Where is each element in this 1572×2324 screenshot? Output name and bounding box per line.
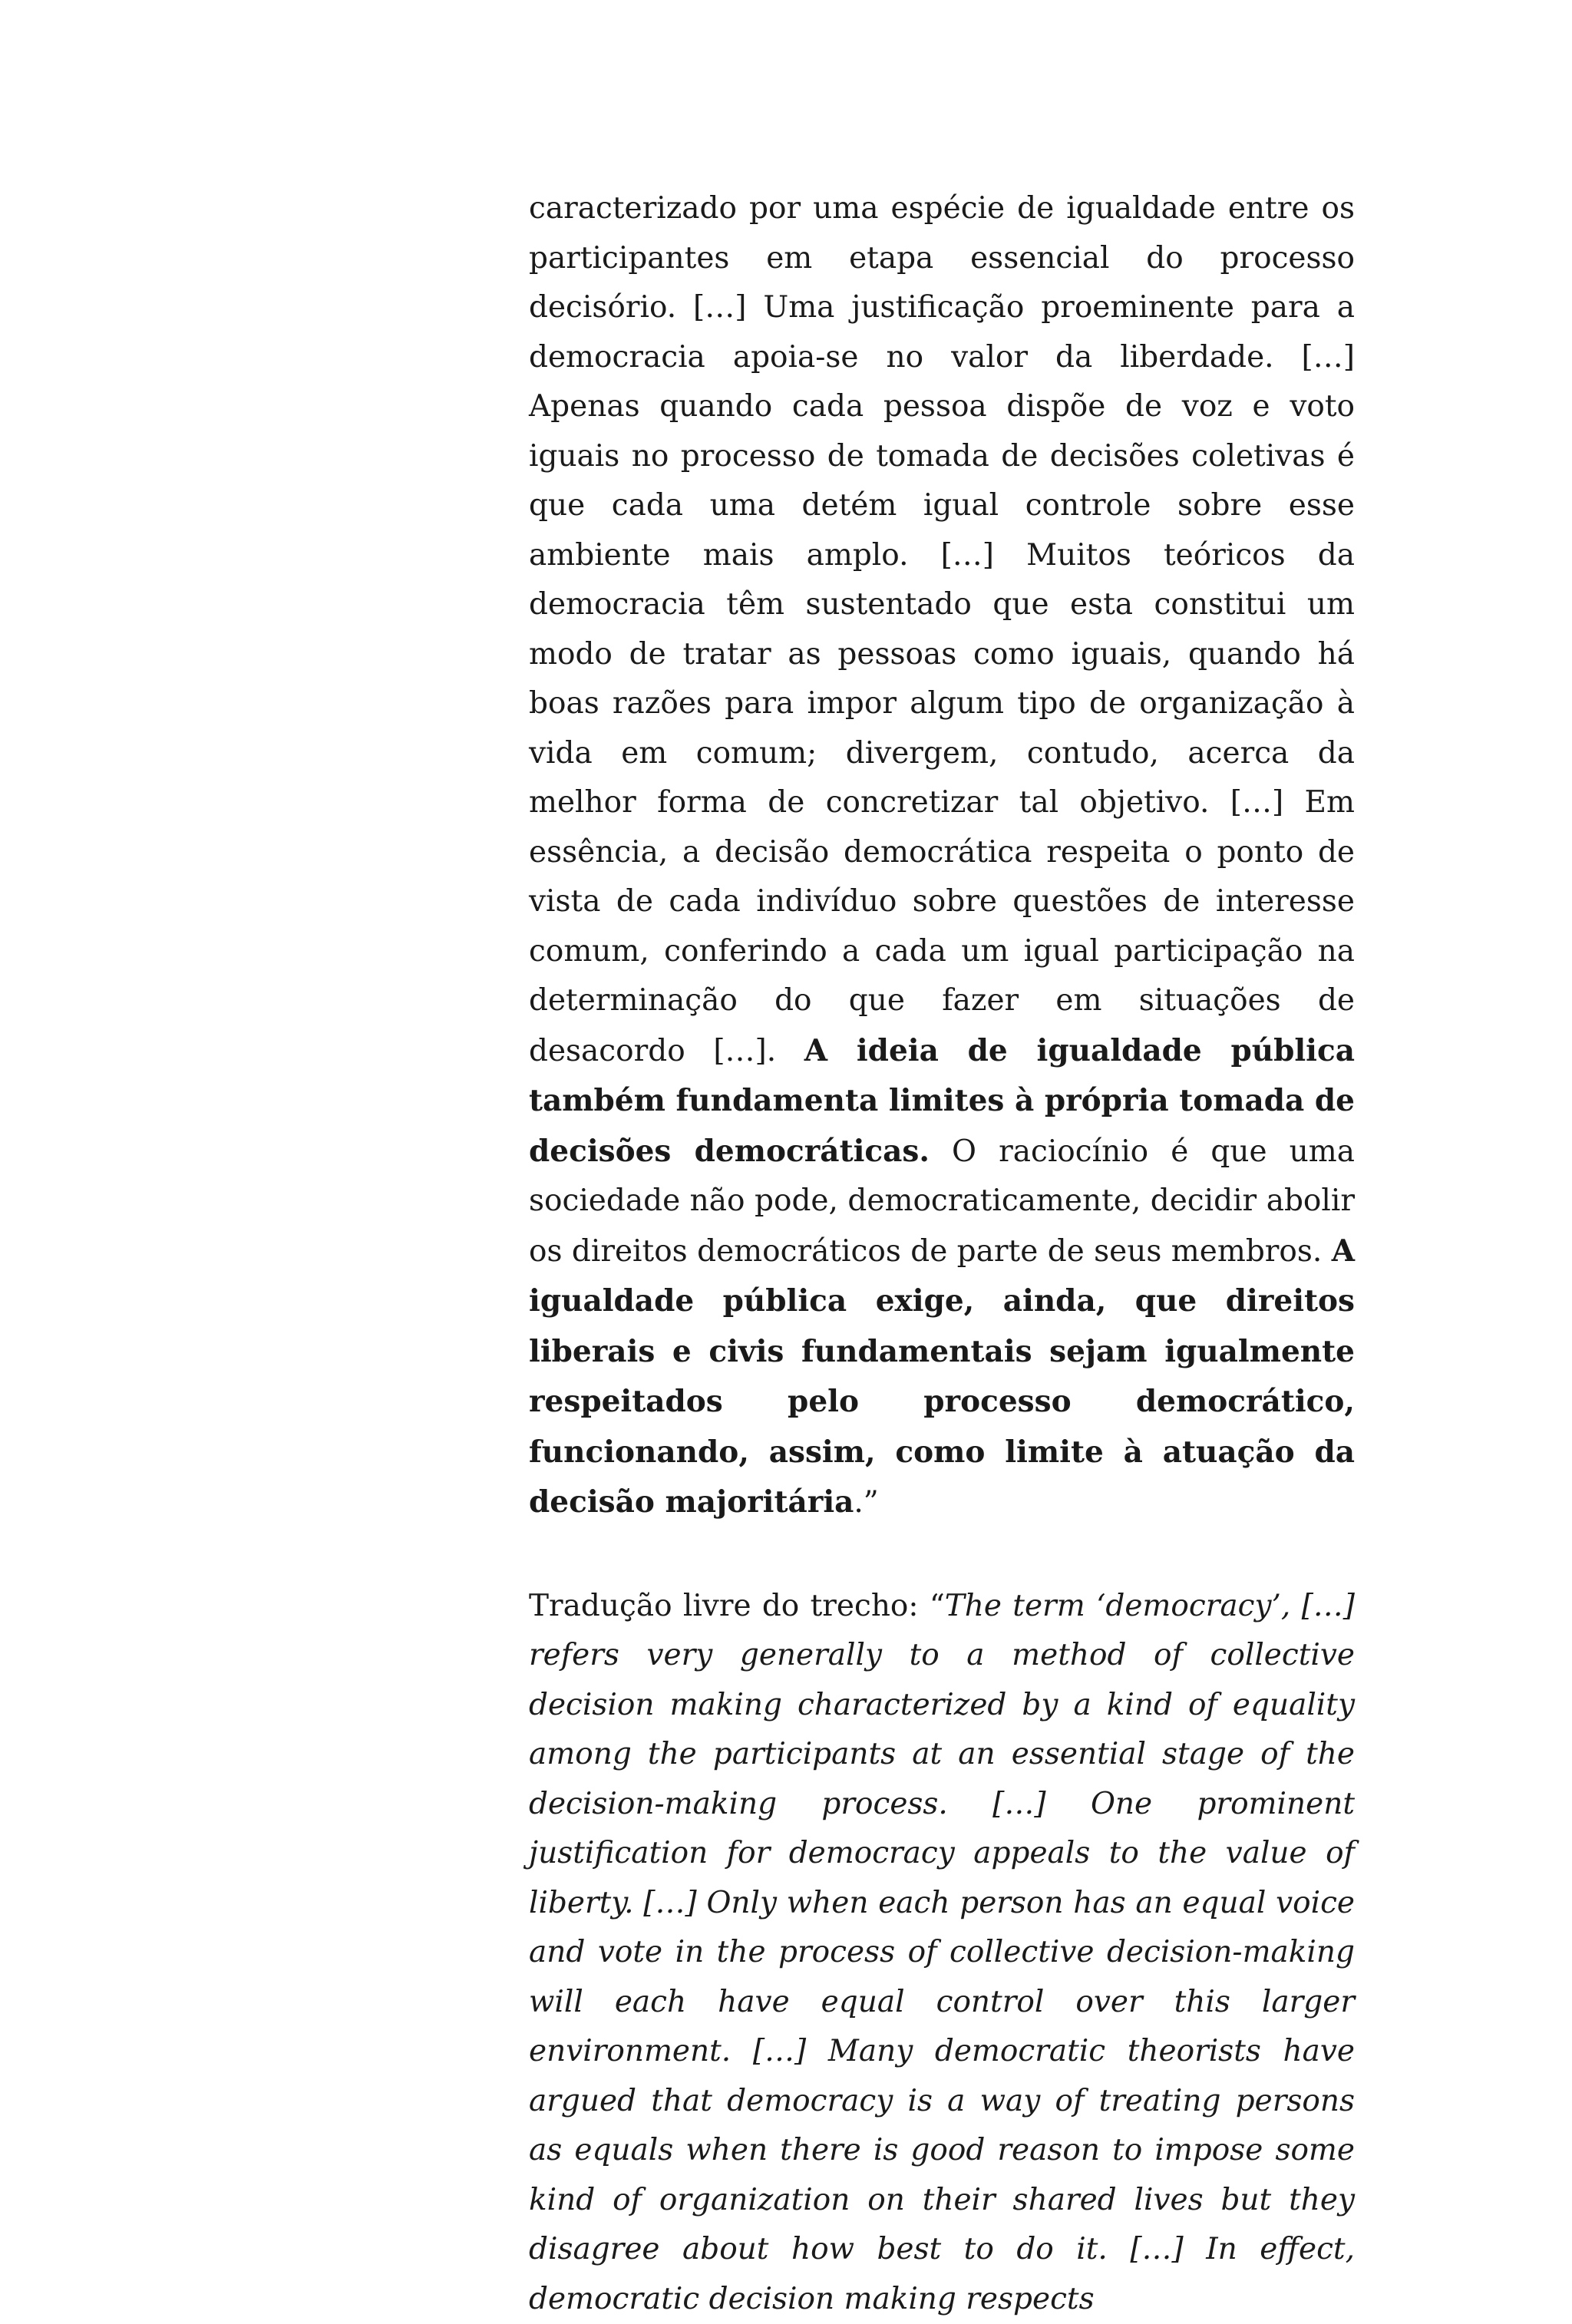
quote-middle-text: O raciocínio é que uma sociedade não pode, democraticamente, decidir abolir os direitos democráticos de parte de seus membros. [529,1134,1355,1269]
document-body [529,184,1355,2324]
quote-paragraph [529,184,1355,1528]
translation-paragraph [529,1582,1355,2324]
quote-lead-text: caracterizado por uma espécie de igualdade entre os participantes em etapa essencial do processo decisório. […] Uma justificação proeminente para a democracia apoia-se no valor da liberdade. […] Apenas quando cada pessoa dispõe de voz e voto iguais no processo de tomada de decisões coletivas é que cada uma detém igual controle sobre esse ambiente mais amplo. […] Muitos teóricos da democracia têm sustentado que esta constitui um modo de tratar as pessoas como iguais, quando há boas razões para impor algum tipo de organização à vida em comum; divergem, contudo, acerca da melhor forma de concretizar tal objetivo. […] Em essência, a decisão democrática respeita o ponto de vista de cada indivíduo sobre questões de interesse comum, conferindo a cada um igual participação na determinação do que fazer em situações de desacordo […]. [529,191,1355,1068]
translation-label: Tradução livre do trecho: “ [529,1589,945,1623]
quote-bold-text-1: A ideia de igualdade pública também fundamenta limites à própria tomada de decisões democráticas. [529,1033,1355,1169]
translation-italic-text: The term ‘democracy’, […] refers very generally to a method of collective decision making characterized by a kind of equality among the participants at an essential stage of the decision-making process. […] One prominent justification for democracy appeals to the value of liberty. […] Only when each person has an equal voice and vote in the process of collective decision-making will each have equal control over this larger environment. […] Many democratic theorists have argued that democracy is a way of treating persons as equals when there is good reason to impose some kind of organization on their shared lives but they disagree about how best to do it. […] In effect, democratic decision making respects [529,1589,1355,2316]
quote-end-text: .” [854,1485,878,1520]
quote-bold-text-2: A igualdade pública exige, ainda, que direitos liberais e civis fundamentais sejam igualmente respeitados pelo processo democrático, funcionando, assim, como limite à atuação da decisão majoritária [529,1233,1355,1520]
